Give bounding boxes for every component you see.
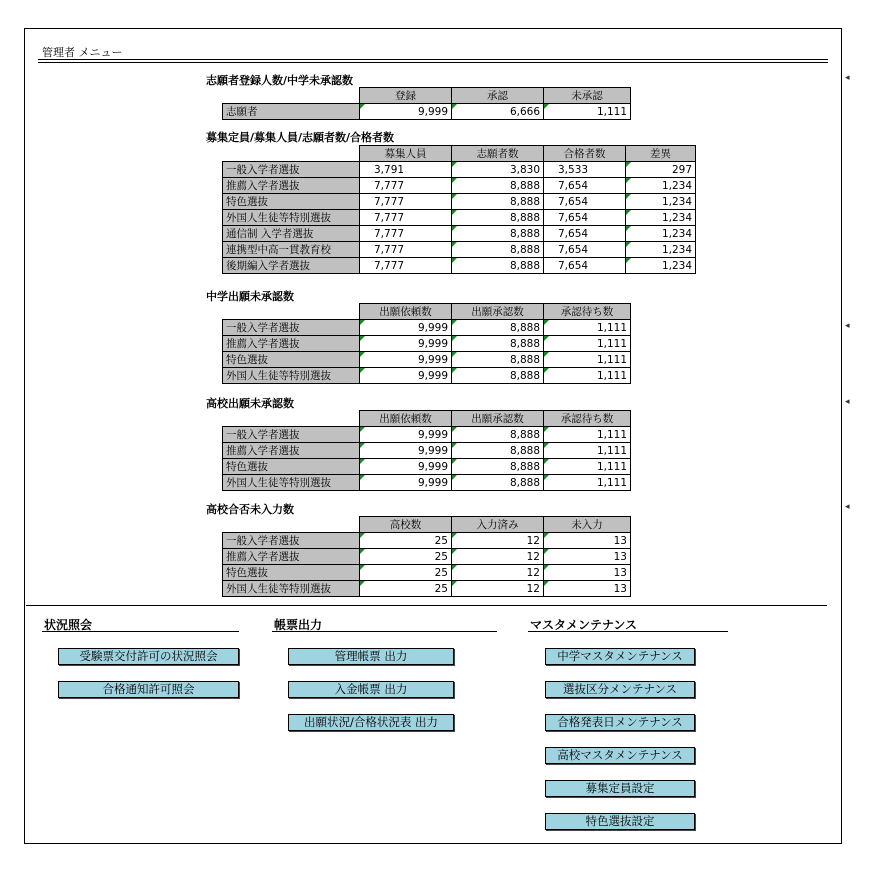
value-cell: 7,777 — [360, 242, 452, 258]
blank-cell — [223, 304, 360, 320]
value-cell: 9,999 — [360, 352, 452, 368]
row-label: 一般入学者選抜 — [223, 162, 360, 178]
value-cell: 25 — [360, 581, 452, 597]
value-cell: 9,999 — [360, 459, 452, 475]
table-header-row — [223, 88, 631, 104]
value-cell: 8,888 — [452, 427, 544, 443]
value-cell: 7,654 — [544, 226, 626, 242]
column-header: 出願承認数 — [452, 304, 544, 320]
value-cell: 1,111 — [544, 320, 631, 336]
table-row — [223, 533, 631, 549]
table-row — [223, 162, 696, 178]
table-row — [223, 194, 696, 210]
table-row — [223, 581, 631, 597]
triangle-arrow-icon: ◂ — [845, 397, 850, 407]
column-header: 出願承認数 — [452, 411, 544, 427]
group-title-reports: 帳票出力 — [274, 618, 323, 632]
row-label: 外国人生徒等特別選抜 — [223, 210, 360, 226]
group-rule — [42, 631, 239, 632]
value-cell: 25 — [360, 549, 452, 565]
value-cell: 13 — [544, 533, 631, 549]
group-rule — [272, 631, 497, 632]
value-cell: 8,888 — [452, 226, 544, 242]
row-label: 外国人生徒等特別選抜 — [223, 581, 360, 597]
application-status-output-button[interactable]: 出願状況/合格状況表 出力 — [288, 714, 454, 731]
value-cell: 8,888 — [452, 242, 544, 258]
value-cell: 3,830 — [452, 162, 544, 178]
triangle-arrow-icon: ◂ — [845, 73, 850, 83]
value-cell: 7,777 — [360, 178, 452, 194]
table-header-row — [223, 304, 631, 320]
table-row — [223, 427, 631, 443]
value-cell: 25 — [360, 533, 452, 549]
applicants-table — [222, 87, 631, 120]
selection-category-button[interactable]: 選抜区分メンテナンス — [545, 681, 695, 698]
blank-cell — [223, 411, 360, 427]
value-cell: 25 — [360, 565, 452, 581]
high-school-master-button[interactable]: 高校マスタメンテナンス — [545, 747, 695, 764]
exam-ticket-status-button[interactable]: 受験票交付許可の状況照会 — [58, 648, 239, 665]
column-header: 承認待ち数 — [544, 304, 631, 320]
value-cell: 9,999 — [360, 104, 452, 120]
value-cell: 8,888 — [452, 178, 544, 194]
value-cell: 7,654 — [544, 210, 626, 226]
value-cell: 9,999 — [360, 320, 452, 336]
value-cell: 9,999 — [360, 336, 452, 352]
row-label: 志願者 — [223, 104, 360, 120]
row-label: 通信制 入学者選抜 — [223, 226, 360, 242]
table-row — [223, 226, 696, 242]
row-label: 外国人生徒等特別選抜 — [223, 475, 360, 491]
column-header: 登録 — [360, 88, 452, 104]
column-header: 承認 — [452, 88, 544, 104]
table-row — [223, 320, 631, 336]
results-input-table — [222, 516, 631, 597]
value-cell: 3,533 — [544, 162, 626, 178]
value-cell: 12 — [452, 565, 544, 581]
column-header: 未承認 — [544, 88, 631, 104]
value-cell: 7,777 — [360, 226, 452, 242]
admin-report-output-button[interactable]: 管理帳票 出力 — [288, 648, 454, 665]
column-header: 合格者数 — [544, 146, 626, 162]
value-cell: 6,666 — [452, 104, 544, 120]
table-row — [223, 565, 631, 581]
column-header: 出願依頼数 — [360, 411, 452, 427]
row-label: 特色選抜 — [223, 352, 360, 368]
value-cell: 1,111 — [544, 368, 631, 384]
value-cell: 8,888 — [452, 258, 544, 274]
table-row — [223, 475, 631, 491]
section-title-recruitment: 募集定員/募集人員/志願者数/合格者数 — [206, 131, 395, 144]
group-rule — [528, 631, 728, 632]
junior-high-master-button[interactable]: 中学マスタメンテナンス — [545, 648, 695, 665]
value-cell: 7,654 — [544, 178, 626, 194]
row-label: 推薦入学者選抜 — [223, 178, 360, 194]
value-cell: 1,111 — [544, 443, 631, 459]
value-cell: 8,888 — [452, 368, 544, 384]
row-label: 一般入学者選抜 — [223, 427, 360, 443]
high-school-table — [222, 410, 631, 491]
blank-cell — [223, 517, 360, 533]
section-title-applicants: 志願者登録人数/中学未承認数 — [206, 74, 354, 87]
table-row — [223, 549, 631, 565]
value-cell: 13 — [544, 581, 631, 597]
value-cell: 9,999 — [360, 368, 452, 384]
junior-high-table — [222, 303, 631, 384]
value-cell: 1,234 — [626, 178, 696, 194]
value-cell: 8,888 — [452, 443, 544, 459]
value-cell: 3,791 — [360, 162, 452, 178]
blank-cell — [223, 88, 360, 104]
value-cell: 9,999 — [360, 475, 452, 491]
value-cell: 7,654 — [544, 194, 626, 210]
capacity-setting-button[interactable]: 募集定員設定 — [545, 780, 695, 797]
value-cell: 1,111 — [544, 459, 631, 475]
value-cell: 1,111 — [544, 104, 631, 120]
value-cell: 1,111 — [544, 336, 631, 352]
table-header-row — [223, 146, 696, 162]
value-cell: 1,234 — [626, 242, 696, 258]
value-cell: 7,654 — [544, 242, 626, 258]
special-selection-setting-button[interactable]: 特色選抜設定 — [545, 813, 695, 830]
title-rule — [38, 62, 828, 63]
column-header: 出願依頼数 — [360, 304, 452, 320]
table-row — [223, 368, 631, 384]
table-row — [223, 104, 631, 120]
value-cell: 8,888 — [452, 459, 544, 475]
value-cell: 297 — [626, 162, 696, 178]
title-rule — [38, 59, 828, 60]
column-header: 承認待ち数 — [544, 411, 631, 427]
table-row — [223, 178, 696, 194]
value-cell: 12 — [452, 533, 544, 549]
value-cell: 12 — [452, 549, 544, 565]
column-header: 差異 — [626, 146, 696, 162]
table-row — [223, 258, 696, 274]
table-row — [223, 459, 631, 475]
value-cell: 12 — [452, 581, 544, 597]
value-cell: 8,888 — [452, 194, 544, 210]
row-label: 推薦入学者選抜 — [223, 549, 360, 565]
table-row — [223, 352, 631, 368]
page-title: 管理者 メニュー — [42, 46, 123, 59]
column-header: 高校数 — [360, 517, 452, 533]
value-cell: 8,888 — [452, 320, 544, 336]
section-title-high-school: 高校出願未承認数 — [206, 397, 294, 410]
value-cell: 9,999 — [360, 443, 452, 459]
value-cell: 1,234 — [626, 194, 696, 210]
table-row — [223, 210, 696, 226]
row-label: 後期編入学者選抜 — [223, 258, 360, 274]
value-cell: 1,234 — [626, 258, 696, 274]
triangle-arrow-icon: ◂ — [845, 321, 850, 331]
value-cell: 1,111 — [544, 352, 631, 368]
section-title-results-input: 高校合否未入力数 — [206, 503, 294, 516]
row-label: 推薦入学者選抜 — [223, 336, 360, 352]
value-cell: 7,777 — [360, 210, 452, 226]
row-label: 一般入学者選抜 — [223, 320, 360, 336]
value-cell: 8,888 — [452, 336, 544, 352]
column-header: 入力済み — [452, 517, 544, 533]
column-header: 未入力 — [544, 517, 631, 533]
value-cell: 1,234 — [626, 210, 696, 226]
triangle-arrow-icon: ◂ — [845, 502, 850, 512]
table-header-row — [223, 411, 631, 427]
value-cell: 1,111 — [544, 475, 631, 491]
value-cell: 8,888 — [452, 475, 544, 491]
value-cell: 8,888 — [452, 210, 544, 226]
section-title-junior-high: 中学出願未承認数 — [206, 290, 294, 303]
value-cell: 1,234 — [626, 226, 696, 242]
table-row — [223, 242, 696, 258]
value-cell: 13 — [544, 549, 631, 565]
row-label: 一般入学者選抜 — [223, 533, 360, 549]
column-header: 志願者数 — [452, 146, 544, 162]
row-label: 特色選抜 — [223, 459, 360, 475]
column-header: 募集人員 — [360, 146, 452, 162]
group-title-master: マスタメンテナンス — [530, 618, 638, 632]
row-label: 特色選抜 — [223, 194, 360, 210]
section-divider — [26, 605, 827, 606]
value-cell: 8,888 — [452, 352, 544, 368]
row-label: 推薦入学者選抜 — [223, 443, 360, 459]
blank-cell — [223, 146, 360, 162]
table-header-row — [223, 517, 631, 533]
value-cell: 7,777 — [360, 194, 452, 210]
table-row — [223, 336, 631, 352]
group-title-status: 状況照会 — [44, 618, 93, 632]
value-cell: 9,999 — [360, 427, 452, 443]
value-cell: 13 — [544, 565, 631, 581]
recruitment-table — [222, 145, 696, 274]
pass-notice-inquiry-button[interactable]: 合格通知許可照会 — [58, 681, 239, 698]
payment-report-output-button[interactable]: 入金帳票 出力 — [288, 681, 454, 698]
row-label: 外国人生徒等特別選抜 — [223, 368, 360, 384]
value-cell: 7,654 — [544, 258, 626, 274]
table-row — [223, 443, 631, 459]
row-label: 連携型中高一貫教育校 — [223, 242, 360, 258]
value-cell: 7,777 — [360, 258, 452, 274]
announcement-date-button[interactable]: 合格発表日メンテナンス — [545, 714, 695, 731]
value-cell: 1,111 — [544, 427, 631, 443]
row-label: 特色選抜 — [223, 565, 360, 581]
